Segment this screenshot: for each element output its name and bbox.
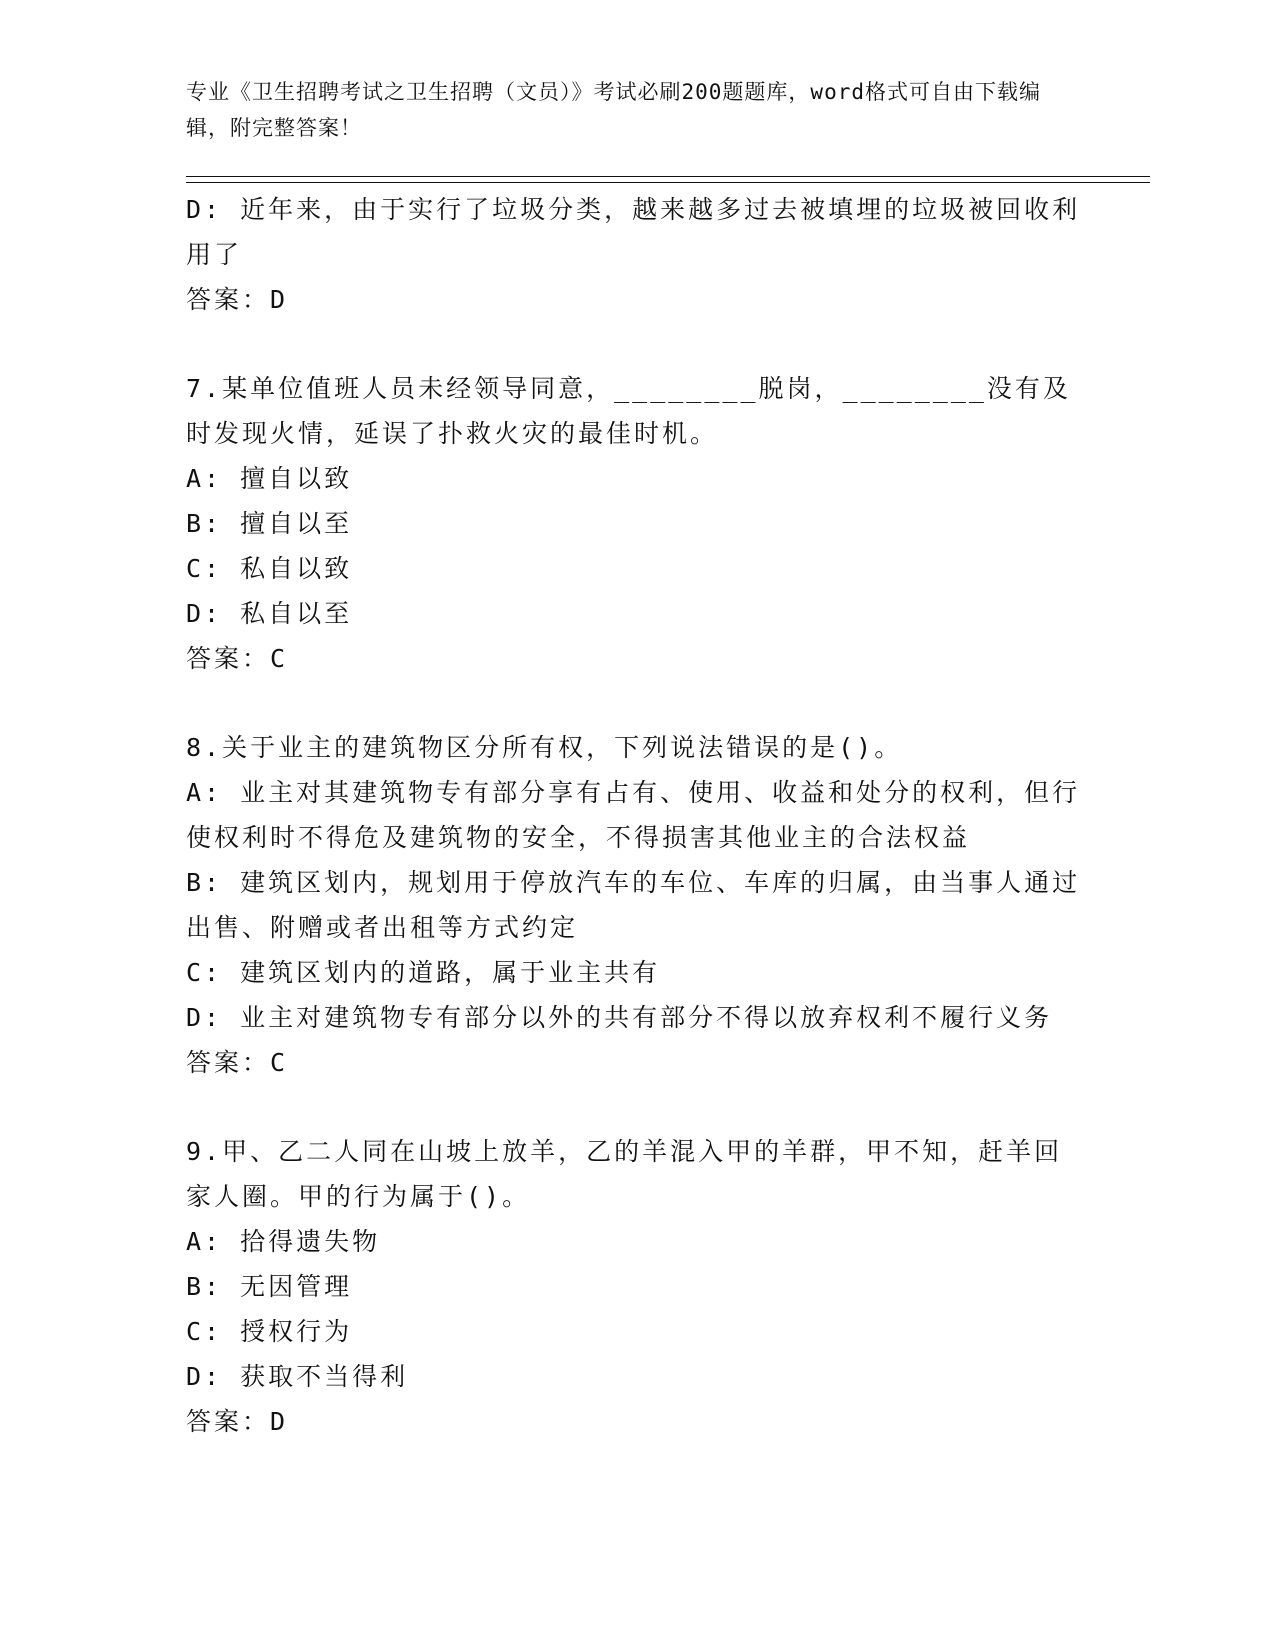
option-text: A: 拾得遗失物: [186, 1227, 381, 1256]
question-block: [186, 366, 1086, 681]
header-divider-bottom: [186, 182, 1150, 183]
option-text: D: 私自以至: [186, 599, 353, 628]
question-block: [186, 1129, 1086, 1444]
document-header: 专业《卫生招聘考试之卫生招聘（文员）》考试必刷200题题库，word格式可自由下载编辑，附完整答案！: [186, 80, 1041, 140]
option-text: B: 建筑区划内，规划用于停放汽车的车位、车库的归属，由当事人通过出售、附赠或者出租等方式约定: [186, 868, 1081, 942]
option-text: B: 无因管理: [186, 1272, 353, 1301]
question-block: [186, 725, 1086, 1085]
option-text: C: 建筑区划内的道路，属于业主共有: [186, 958, 661, 987]
question-list: [186, 187, 1086, 1444]
answer-text: 答案：D: [186, 1407, 289, 1436]
question-text: 8.关于业主的建筑物区分所有权，下列说法错误的是()。: [186, 733, 903, 762]
header-divider-top: [186, 176, 1150, 177]
option-text: C: 私自以致: [186, 554, 353, 583]
question-text: 9.甲、乙二人同在山坡上放羊，乙的羊混入甲的羊群，甲不知，赶羊回家人圈。甲的行为属于()。: [186, 1137, 1063, 1211]
option-text: A: 业主对其建筑物专有部分享有占有、使用、收益和处分的权利，但行使权利时不得危及建筑物的安全，不得损害其他业主的合法权益: [186, 778, 1081, 852]
option-text: D: 获取不当得利: [186, 1362, 409, 1391]
option-text: D: 近年来，由于实行了垃圾分类，越来越多过去被填埋的垃圾被回收利用了: [186, 195, 1081, 269]
answer-text: 答案：C: [186, 644, 289, 673]
answer-text: 答案：D: [186, 285, 289, 314]
option-text: B: 擅自以至: [186, 509, 353, 538]
answer-text: 答案：C: [186, 1048, 289, 1077]
question-text: 7.某单位值班人员未经领导同意，________脱岗，________没有及时发现火情，延误了扑救火灾的最佳时机。: [186, 374, 1071, 448]
option-text: D: 业主对建筑物专有部分以外的共有部分不得以放弃权利不履行义务: [186, 1003, 1053, 1032]
option-text: A: 擅自以致: [186, 464, 353, 493]
option-text: C: 授权行为: [186, 1317, 353, 1346]
question-block: [186, 187, 1086, 322]
